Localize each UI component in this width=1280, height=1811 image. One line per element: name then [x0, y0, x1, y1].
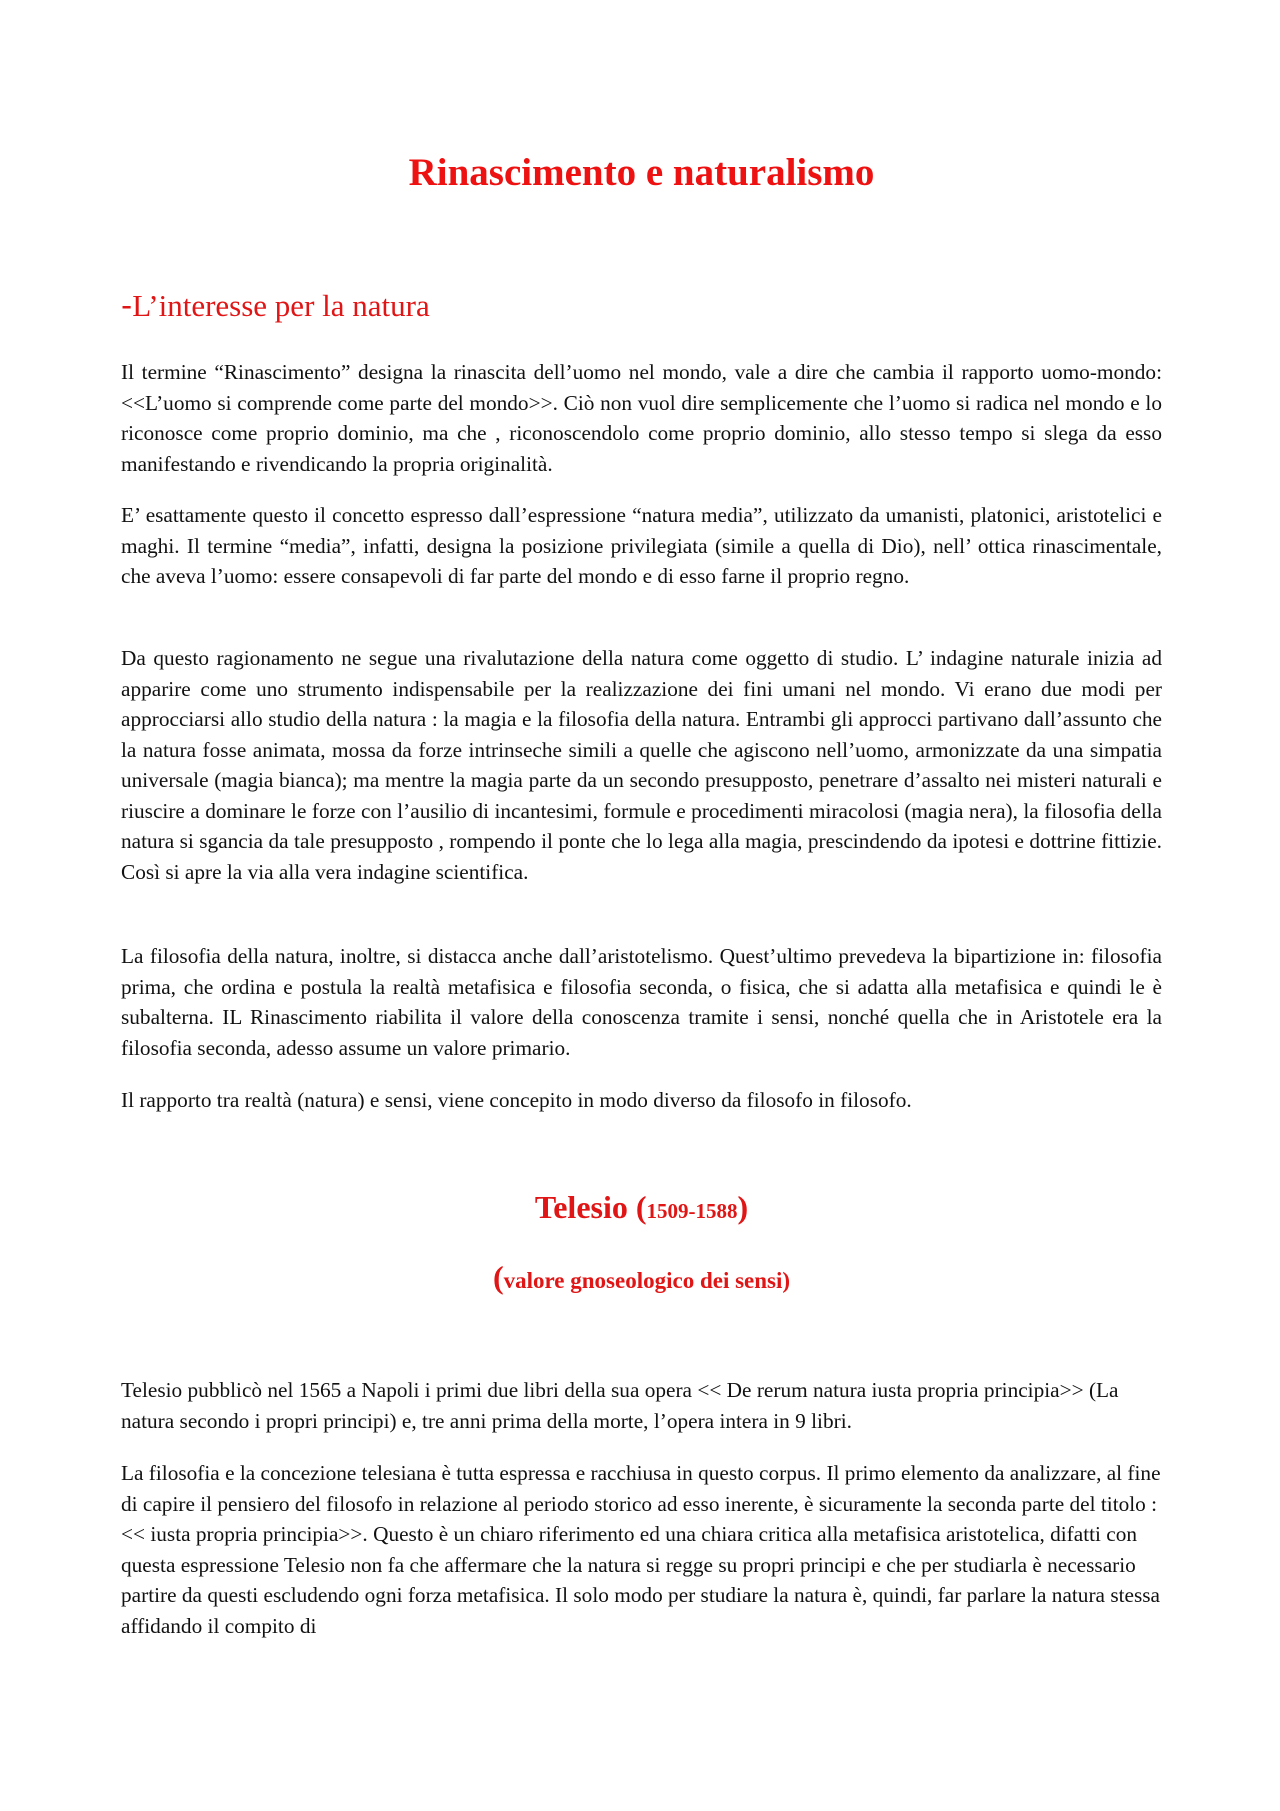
paragraph-concezione-telesiana: La filosofia e la concezione telesiana è tutta espressa e racchiusa in questo corpus. Il primo elemento da analizzare, al fine di capire il pensiero del filosofo in relazione al periodo storico ad esso inerente, è sicuramente la seconda parte del titolo : << iusta propria principia>>. Questo è un chiaro riferimento ed una chiara critica alla metafisica aristotelica, difatti con questa espressione Telesio non fa che affermare che la natura si regge su propri principi e che per studiarla è necessario partire da questi escludendo ogni forza metafisica. Il solo modo per studiare la natura è, quindi, far parlare la natura stessa affidando il compito di [121, 1461, 1161, 1638]
paragraph-pubblicazione: Telesio pubblicò nel 1565 a Napoli i primi due libri della sua opera << De rerum natura iusta propria principia>> (La natura secondo i propri principi) e, tre anni prima della morte, l’opera intera in 9 libri. [121, 1378, 1119, 1433]
paragraph-natura-media: E’ esattamente questo il concetto espresso dall’espressione “natura media”, utilizzato da umanisti, platonici, aristotelici e maghi. Il termine “media”, infatti, designa la posizione privilegiata (simile a quella di Dio), nell’ ottica rinascimentale, che aveva l’uomo: essere consapevoli di far parte del mondo e di esso farne il proprio regno. [121, 503, 1162, 588]
subtitle-text: valore gnoseologico dei sensi) [503, 1268, 791, 1293]
document-title: Rinascimento e naturalismo [408, 151, 875, 194]
paragraph-rivalutazione: Da questo ragionamento ne segue una rivalutazione della natura come oggetto di studio. L’ indagine naturale inizia ad apparire come uno strumento indispensabile per la realizzazione dei fini umani nel mondo. Vi erano due modi per approcciarsi allo studio della natura : la magia e la filosofia della natura. Entrambi gli approcci partivano dall’assunto che la natura fosse animata, mossa da forze intrinseche simili a quelle che agiscono nell’uomo, armonizzate da una simpatia universale (magia bianca); ma mentre la magia parte da un secondo presupposto, penetrare d’assalto nei misteri naturali e riuscire a dominare le forze con l’ausilio di incantesimi, formule e procedimenti miracolosi (magia nera), la filosofia della natura si sgancia da tale presupposto , rompendo il ponte che lo lega alla magia, prescindendo da ipotesi e dottrine fittizie. Così si apre la via alla vera indagine scientifica. [121, 646, 1162, 884]
paragraph-rinascimento: Il termine “Rinascimento” designa la rinascita dell’uomo nel mondo, vale a dire che cambia il rapporto uomo-mondo: <<L’uomo si comprende come parte del mondo>>. Ciò non vuol dire semplicemente che l’uomo si radica nel mondo e lo riconosce come proprio dominio, ma che , riconoscendolo come proprio dominio, allo stesso tempo si slega da esso manifestando e rivendicando la propria originalità. [121, 360, 1162, 476]
section-heading-interesse [121, 287, 430, 325]
close-paren: ) [737, 1189, 749, 1225]
paragraph-aristotelismo: La filosofia della natura, inoltre, si distacca anche dall’aristotelismo. Quest’ultimo prevedeva la bipartizione in: filosofia prima, che ordina e postula la realtà metafisica e filosofia seconda, o fisica, che si adatta alla metafisica e quindi le è subalterna. IL Rinascimento riabilita il valore della conoscenza tramite i sensi, nonché quella che in Aristotele era la filosofia seconda, adesso assume un valore primario. [121, 944, 1162, 1060]
open-paren: ( [635, 1189, 647, 1225]
paragraph-rapporto: Il rapporto tra realtà (natura) e sensi, viene concepito in modo diverso da filosofo in filosofo. [121, 1088, 912, 1112]
telesio-years: 1509-1588 [646, 1199, 738, 1223]
telesio-name: Telesio [534, 1189, 636, 1225]
section-heading-telesio [121, 1188, 1162, 1226]
subtitle-open-paren: ( [492, 1259, 504, 1295]
heading-dash: - [121, 288, 133, 324]
telesio-subtitle [121, 1258, 1162, 1296]
heading-text: L’interesse per la natura [132, 288, 430, 323]
